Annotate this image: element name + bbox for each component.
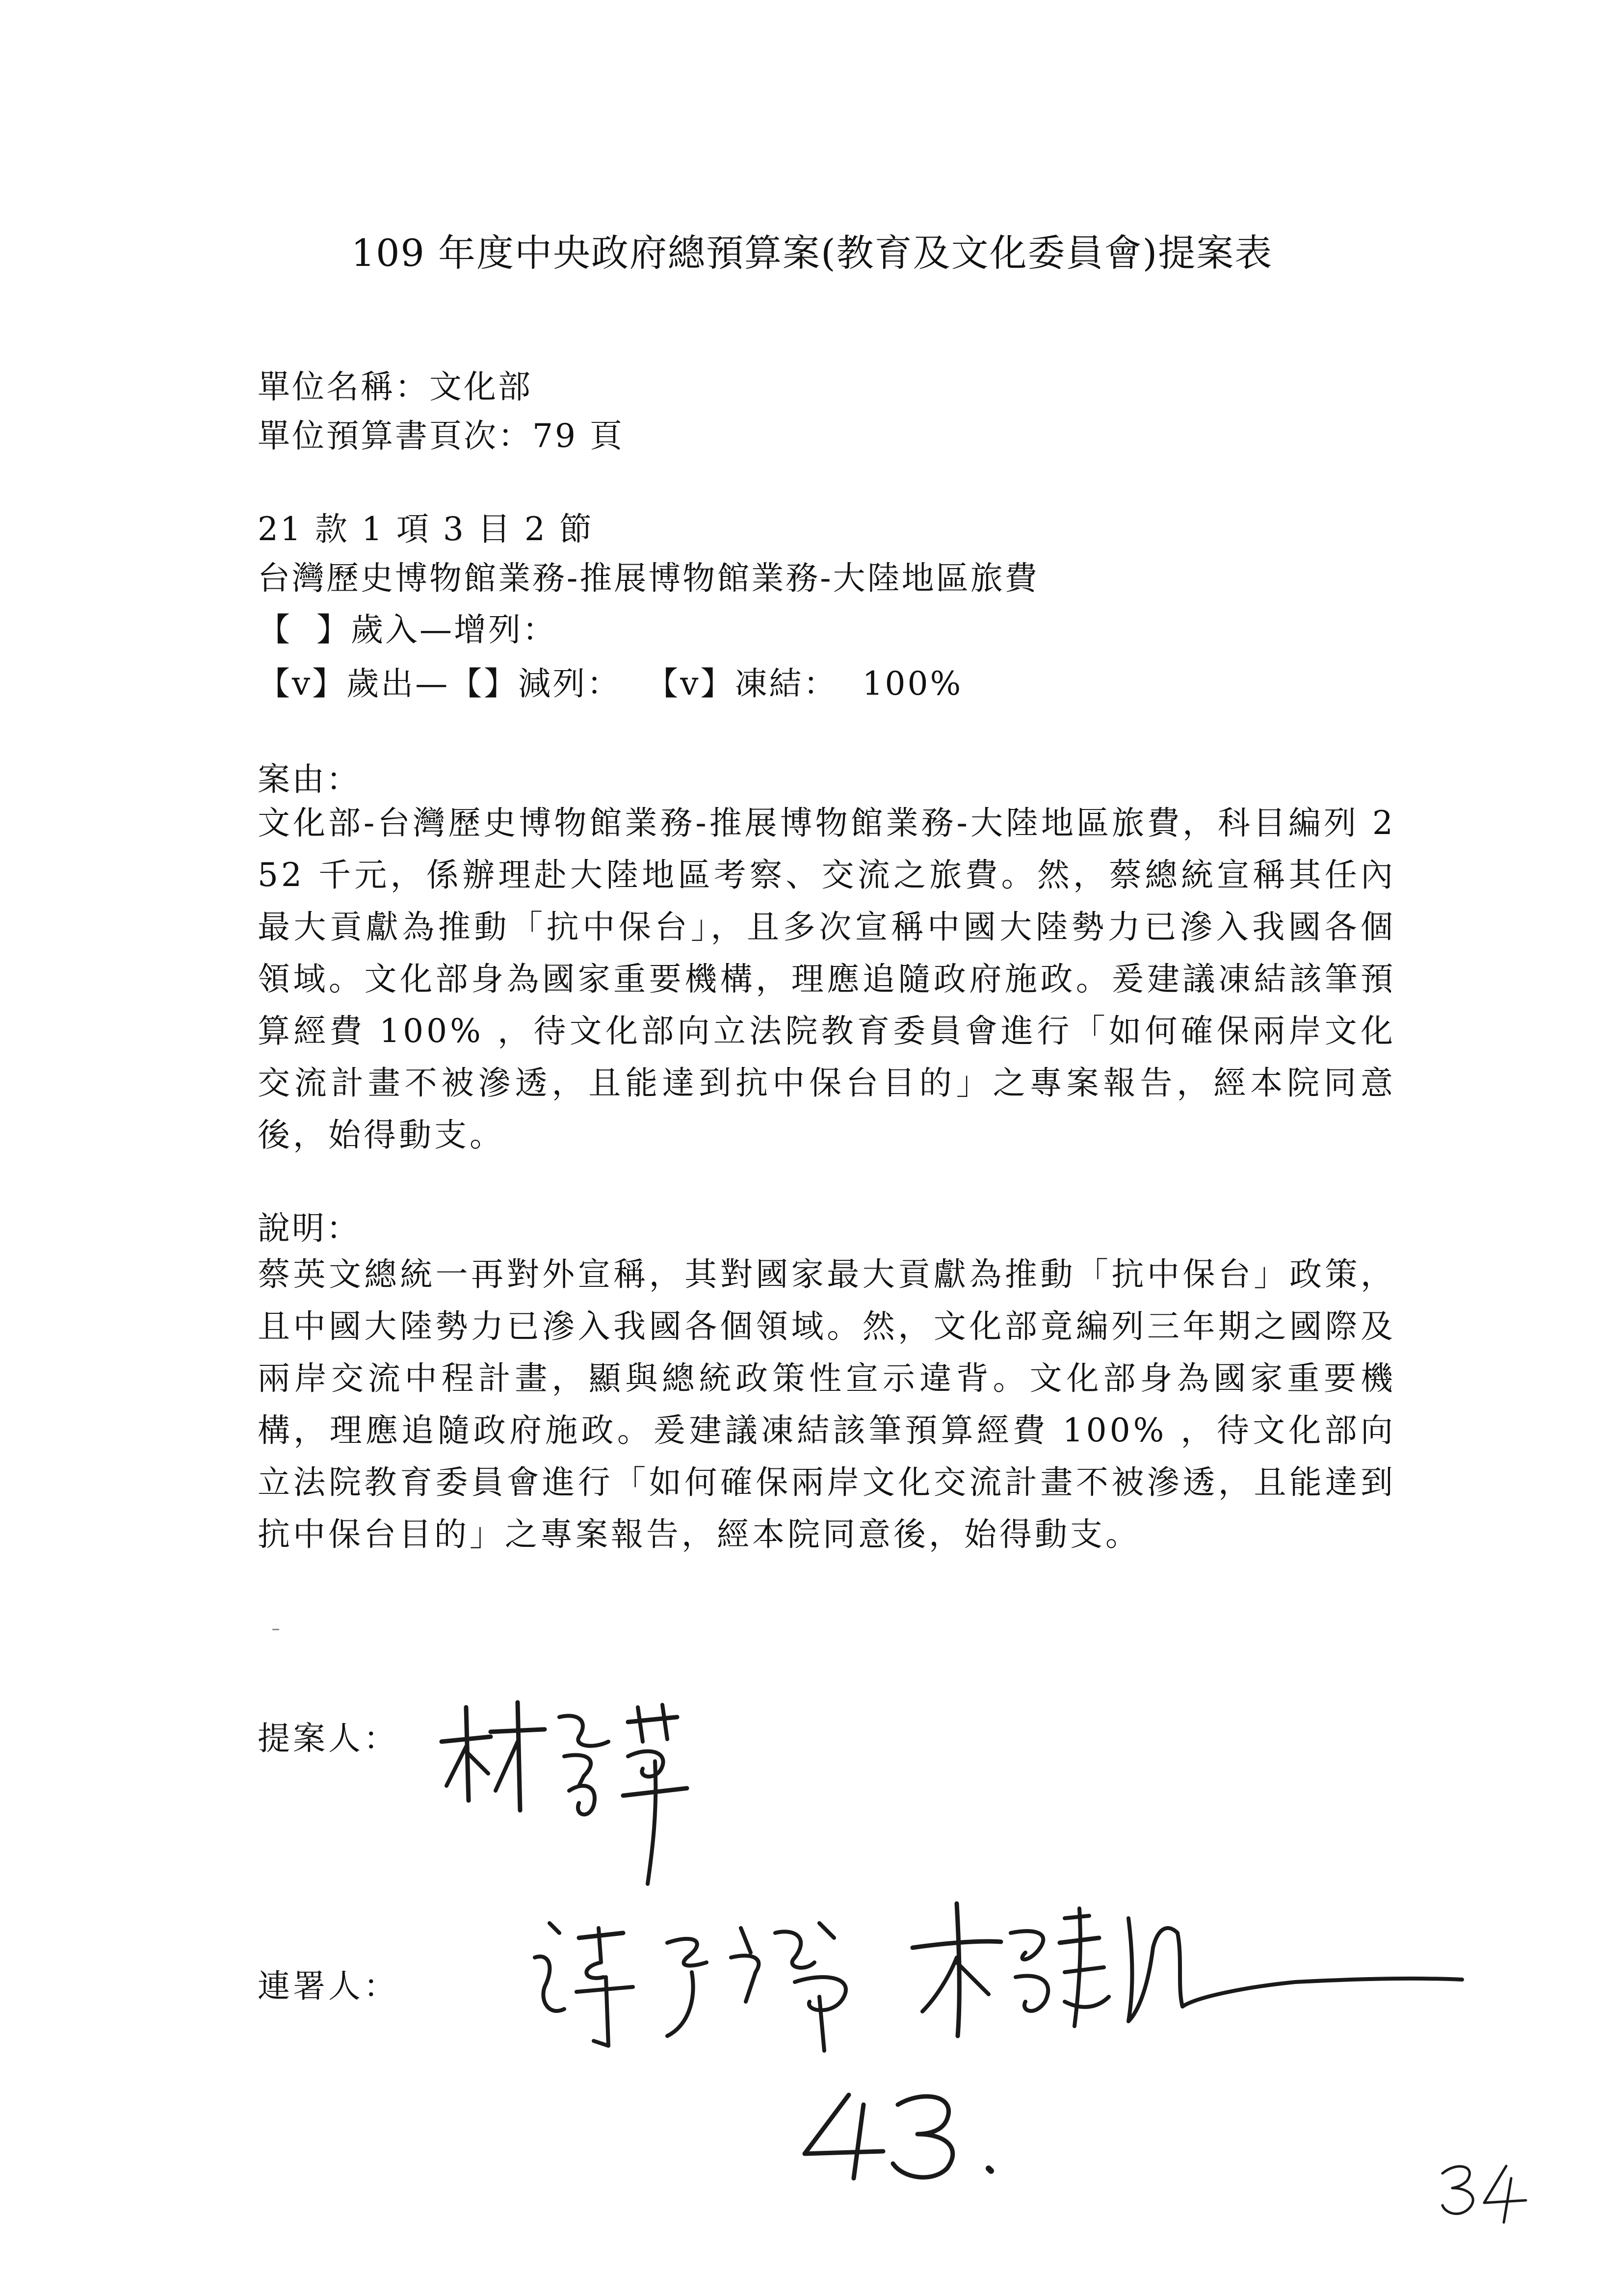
- page-number-34: [1438, 2159, 1531, 2222]
- proposer-signature: [432, 1688, 736, 1894]
- handwritten-number-43: [795, 2085, 1011, 2183]
- explanation-heading: 說明：: [258, 1209, 361, 1247]
- budget-page: 單位預算書頁次：79 頁: [258, 417, 624, 455]
- section-code: 21 款 1 項 3 目 2 節: [258, 510, 594, 548]
- cosigner-signature-1: [520, 1904, 893, 2061]
- cosigner-signature-2: [903, 1889, 1477, 2051]
- expenditure-line: 【v】歲出—【】減列： 【v】凍結： 100%: [258, 665, 963, 703]
- stray-mark: [272, 1629, 279, 1630]
- revenue-line: 【 】歲入—增列：: [258, 611, 557, 649]
- cosigner-label: 連署人：: [258, 1967, 399, 2005]
- item-name: 台灣歷史博物館業務-推展博物館業務-大陸地區旅費: [258, 559, 1039, 597]
- proposer-label: 提案人：: [258, 1720, 399, 1757]
- explanation-text: 蔡英文總統一再對外宣稱，其對國家最大貢獻為推動「抗中保台」政策，且中國大陸勢力已滲入我國各個領域。然，文化部竟編列三年期之國際及兩岸交流中程計畫，顯與總統政策性宣示違背。文化部身為國家重要機構，理應追隨政府施政。爰建議凍結該筆預算經費 100% ，待文化部向立法院教育委員會進行「如何確保兩岸文化交流計畫不被滲透，且能達到抗中保台目的」之專案報告，經本院同意後，始得動支。: [258, 1255, 1396, 1553]
- document-title: 109 年度中央政府總預算案(教育及文化委員會)提案表: [351, 231, 1273, 275]
- unit-name: 單位名稱：文化部: [258, 368, 532, 406]
- reason-text: 文化部-台灣歷史博物館業務-推展博物館業務-大陸地區旅費，科目編列 252 千元，係辦理赴大陸地區考察、交流之旅費。然，蔡總統宣稱其任內最大貢獻為推動「抗中保台」，且多次宣稱中國大陸勢力已滲入我國各個領域。文化部身為國家重要機構，理應追隨政府施政。爰建議凍結該筆預算經費 100% ，待文化部向立法院教育委員會進行「如何確保兩岸文化交流計畫不被滲透，且能達到抗中保台目的」之專案報告，經本院同意後，始得動支。: [258, 804, 1396, 1154]
- reason-heading: 案由：: [258, 760, 361, 798]
